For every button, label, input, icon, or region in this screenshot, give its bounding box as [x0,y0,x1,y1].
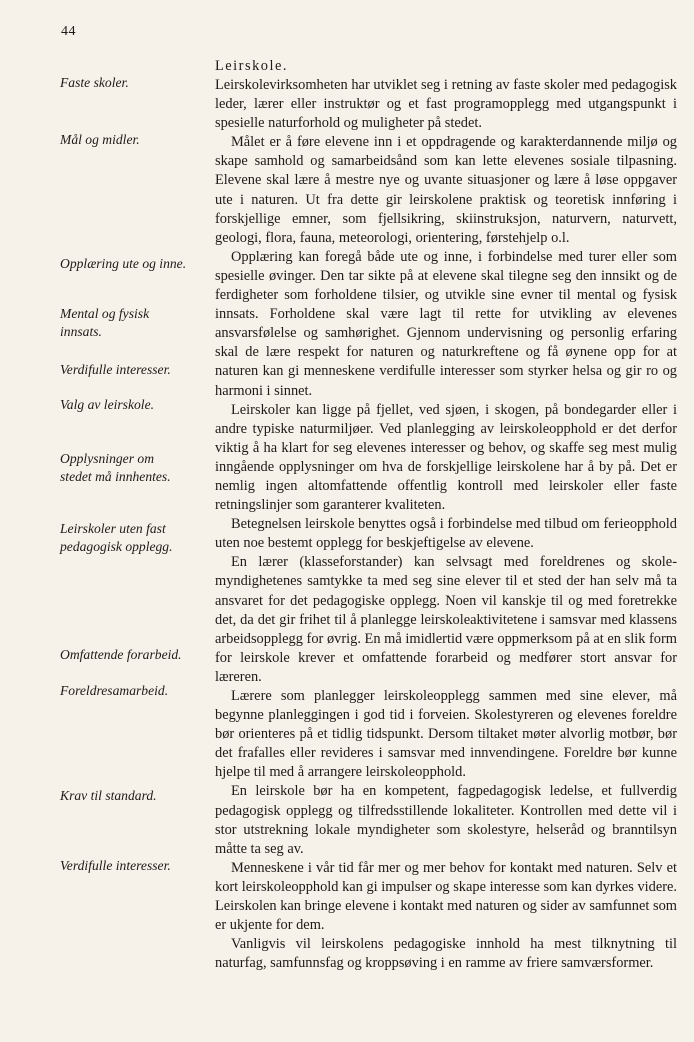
paragraph: Lærere som planlegger leirskoleopplegg sammen med sine elever, må begynne planleggingen i god tid i forveien. Skolestyreren og elevenes foreldre bør orienteres på et tidlig tidspunkt. Dersom tiltaket møter alvorlig motbør, bør det frafalles eller revideres i samsvar med innvendingene. Foreldre bør kunne hjelpe til med å arrangere leirskoleopphold. [215,688,677,781]
margin-note-uten-fast-opplegg: Leirskoler uten fast pedagogisk opplegg. [60,521,173,554]
paragraph: En lærer (klasseforstander) kan selvsagt med foreldrenes og skolemyndighetenes samtykke ta med seg sine elever til et sted der han selv må ta ansvaret for det pedagogiske opplegg. Noen vil kanskje til og med foretrekke det, da det gir frihet til å planlegge leirskoleaktivitetene i samsvar med klassens arbeidsopplegg for øvrig. En må imidlertid være oppmerksom på at en slik form for leirskole krever et omfattende forarbeid og medfører stort ansvar for læreren. [215,554,677,685]
margin-note-foreldresamarbeid: Foreldresamarbeid. [60,683,169,698]
margin-note-krav-til-standard: Krav til standard. [60,788,157,803]
paragraph: Betegnelsen leirskole benyttes også i forbindelse med tilbud om ferieopphold uten noe bestemt opplegg for beskjeftigelse av elevene. [215,516,677,552]
margin-note-maal-og-midler: Mål og midler. [60,132,140,147]
margin-note-omfattende-forarbeid: Omfattende forarbeid. [60,647,182,662]
paragraph: Opplæring kan foregå både ute og inne, i forbindelse med turer eller som spesielle øvinger. Den tar sikte på at elevene skal tilegne seg den innsikt og de ferdigheter som forholdene tilsier, og utvikle sine evner til mental og fysisk innsats. Forholdene skal være lagt til rette for utvikling av elevenes ansvarsfølelse og samhørighet. Gjennom undervisning og personlig erfaring skal de lære respekt for naturen og naturkreftene og få øynene opp for at naturen kan gi menneskene verdifulle interesser som styrker helsa og gir ro og harmoni i sinnet. [215,248,677,399]
margin-note-verdifulle-interesser-2: Verdifulle interesser. [60,858,171,873]
main-text [215,57,677,973]
paragraph: Vanligvis vil leirskolens pedagogiske innhold ha mest tilknytning til naturfag, samfunnsfag og kroppsøving i en ramme av friere samværsformer. [215,936,677,972]
paragraph: Leirskoler kan ligge på fjellet, ved sjøen, i skogen, på bondegarder eller i andre typiske naturmiljøer. Ved planlegging av leirskoleopphold er det derfor viktig å ha klart for seg elevenes interesser og behov, og skaffe seg mest mulig inngående opplysninger om hva de forskjellige leirskolene har å by på. Det er nemlig ingen altomfattende offentlig kontroll med leirskoler eller faste retningslinjer som garanterer kvaliteten. [215,401,677,514]
paragraph: En leirskole bør ha en kompetent, fagpedagogisk ledelse, et fullverdig pedagogisk opplegg og tilfredsstillende lokaliteter. Kontrollen med dette vil i stor utstrekning lokale myndigheter som skolestyre, helseråd og branntilsyn måtte ta seg av. [215,783,677,857]
margin-note-faste-skoler: Faste skoler. [60,75,129,90]
paragraph: Menneskene i vår tid får mer og mer behov for kontakt med naturen. Selv et kort leirskoleopphold kan gi impulser og skape interesse som kan dyrkes videre. Leirskolen kan bringe elevene i kontakt med naturen og sider av samfunnet som er ukjente for dem. [215,859,677,934]
margin-note-opplaering: Opplæring ute og inne. [60,256,187,271]
margin-note-opplysninger: Opplysninger om stedet må innhentes. [60,451,171,484]
section-title: Leirskole. [215,58,288,74]
margin-note-verdifulle-interesser: Verdifulle interesser. [60,362,171,377]
margin-note-valg-av-leirskole: Valg av leirskole. [60,397,155,412]
page-number: 44 [61,24,76,39]
paragraph: Leirskolevirksomheten har utviklet seg i retning av faste skoler med pedagogisk leder, lærer eller instruktør og et fast programopplegg med utgangspunkt i spesielle naturforhold og muligheter på stedet. [215,77,677,132]
paragraph: Målet er å føre elevene inn i et oppdragende og karakterdannende miljø og skape samhold og samarbeidsånd som kan lette elevenes sosiale tilpasning. Elevene skal lære å mestre nye og uvante situasjoner og lære å løse oppgaver ute i naturen. Ut fra dette gir leirskolene praktisk og teoretisk innføring i forskjellige emner, som fjellsikring, skiinstruksjon, naturvern, naturvett, geologi, flora, fauna, meteorologi, orientering, førstehjelp o.l. [215,134,677,246]
margin-note-mental-fysisk: Mental og fysisk innsats. [60,306,150,339]
